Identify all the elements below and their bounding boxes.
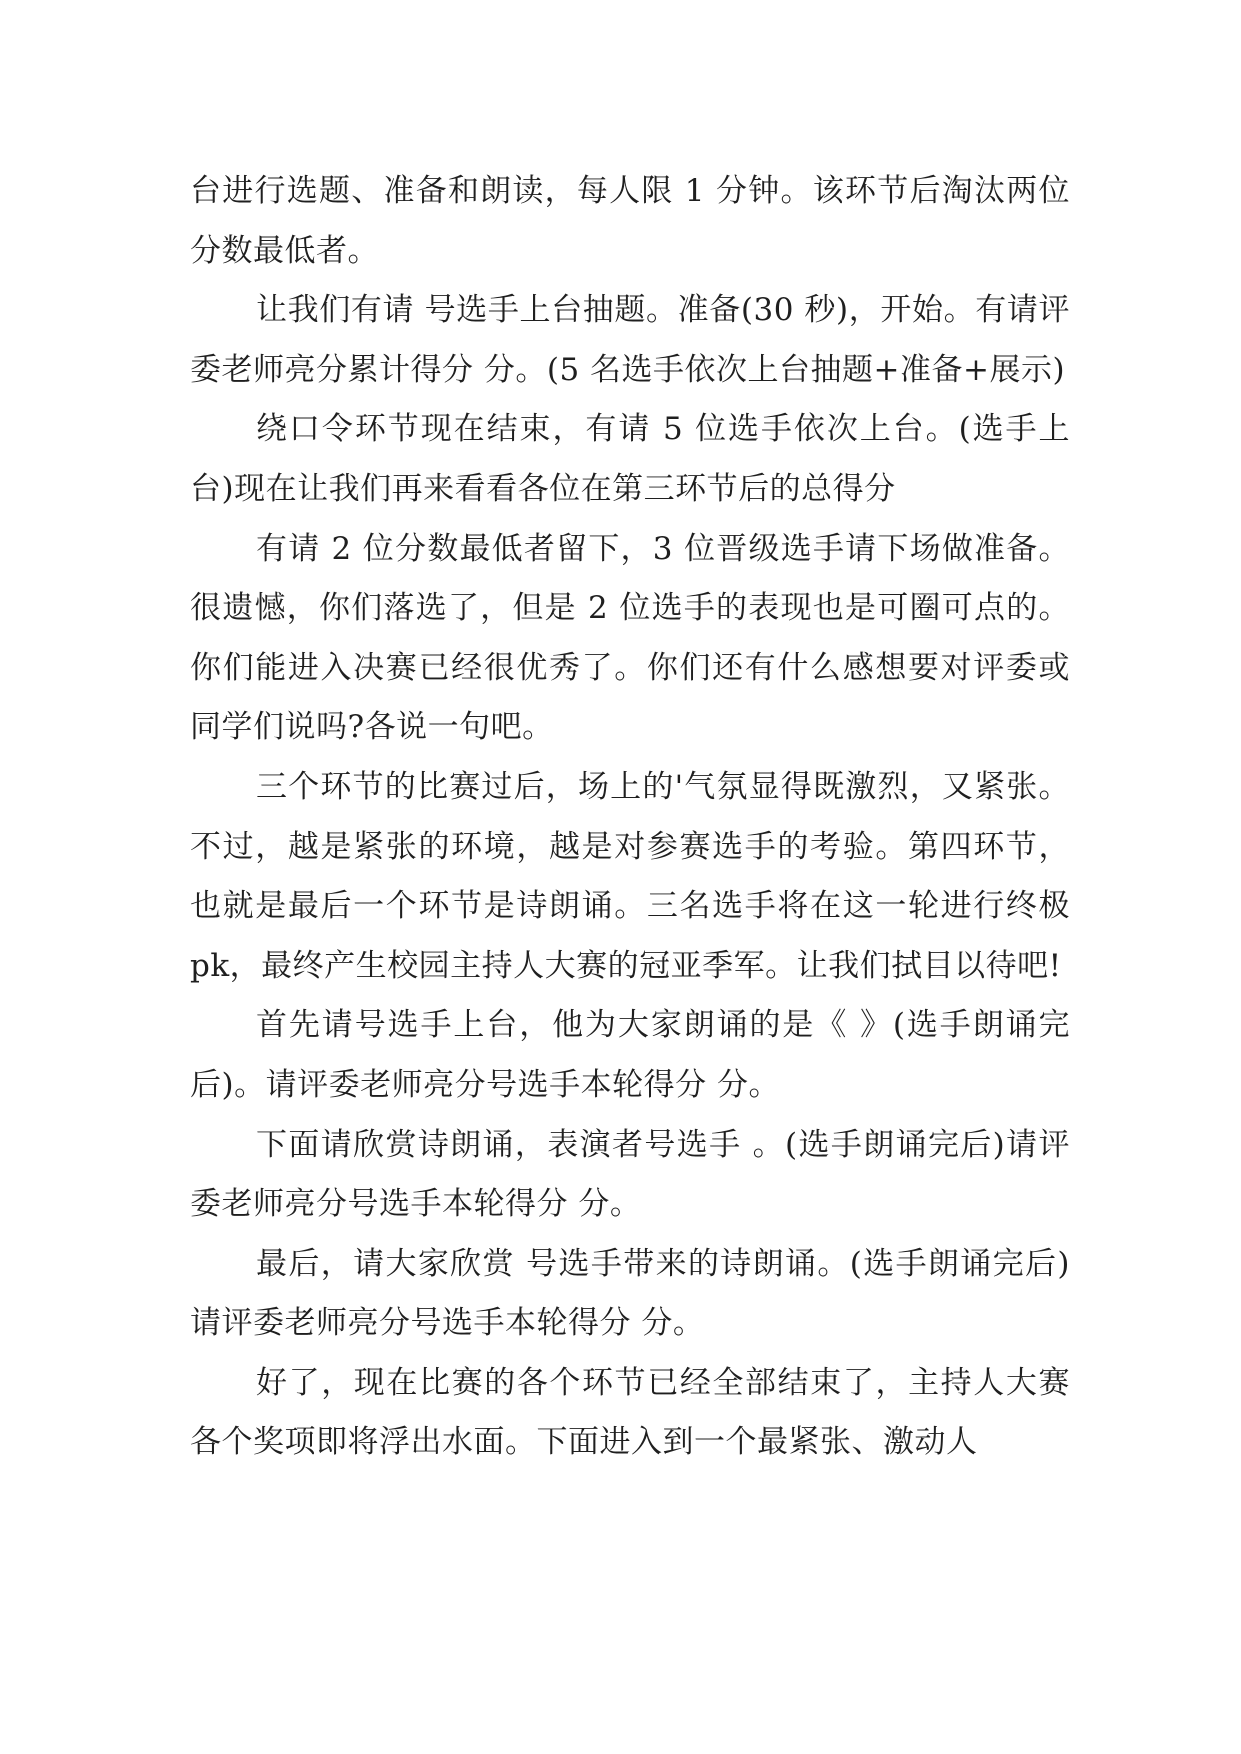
paragraph-8: 最后，请大家欣赏 号选手带来的诗朗诵。(选手朗诵完后)请评委老师亮分号选手本轮得分 分。: [190, 1245, 1070, 1342]
paragraph-9: 好了，现在比赛的各个环节已经全部结束了，主持人大赛各个奖项即将浮出水面。下面进入到一个最紧张、激动人: [190, 1364, 1070, 1461]
paragraph-7: 下面请欣赏诗朗诵，表演者号选手 。(选手朗诵完后)请评委老师亮分号选手本轮得分 分。: [190, 1126, 1070, 1223]
paragraph-6: 首先请号选手上台，他为大家朗诵的是《 》(选手朗诵完后)。请评委老师亮分号选手本轮得分 分。: [190, 1007, 1070, 1103]
paragraph-2: 让我们有请 号选手上台抽题。准备(30 秒)，开始。有请评委老师亮分累计得分 分。(5 名选手依次上台抽题+准备+展示): [190, 292, 1070, 388]
paragraph-3: 绕口令环节现在结束，有请 5 位选手依次上台。(选手上台)现在让我们再来看看各位在第三环节后的总得分: [190, 411, 1070, 507]
document-body: [190, 162, 1070, 1473]
paragraph-4: 有请 2 位分数最低者留下，3 位晋级选手请下场做准备。很遗憾，你们落选了，但是 2 位选手的表现也是可圈可点的。你们能进入决赛已经很优秀了。你们还有什么感想要对评委或同学们说吗?各说一句吧。: [190, 530, 1070, 746]
paragraph-5: 三个环节的比赛过后，场上的'气氛显得既激烈，又紧张。不过，越是紧张的环境，越是对参赛选手的考验。第四环节，也就是最后一个环节是诗朗诵。三名选手将在这一轮进行终极 pk，最终产生校园主持人大赛的冠亚季军。让我们拭目以待吧!: [190, 768, 1070, 984]
paragraph-1: 台进行选题、准备和朗读，每人限 1 分钟。该环节后淘汰两位分数最低者。: [190, 173, 1070, 269]
